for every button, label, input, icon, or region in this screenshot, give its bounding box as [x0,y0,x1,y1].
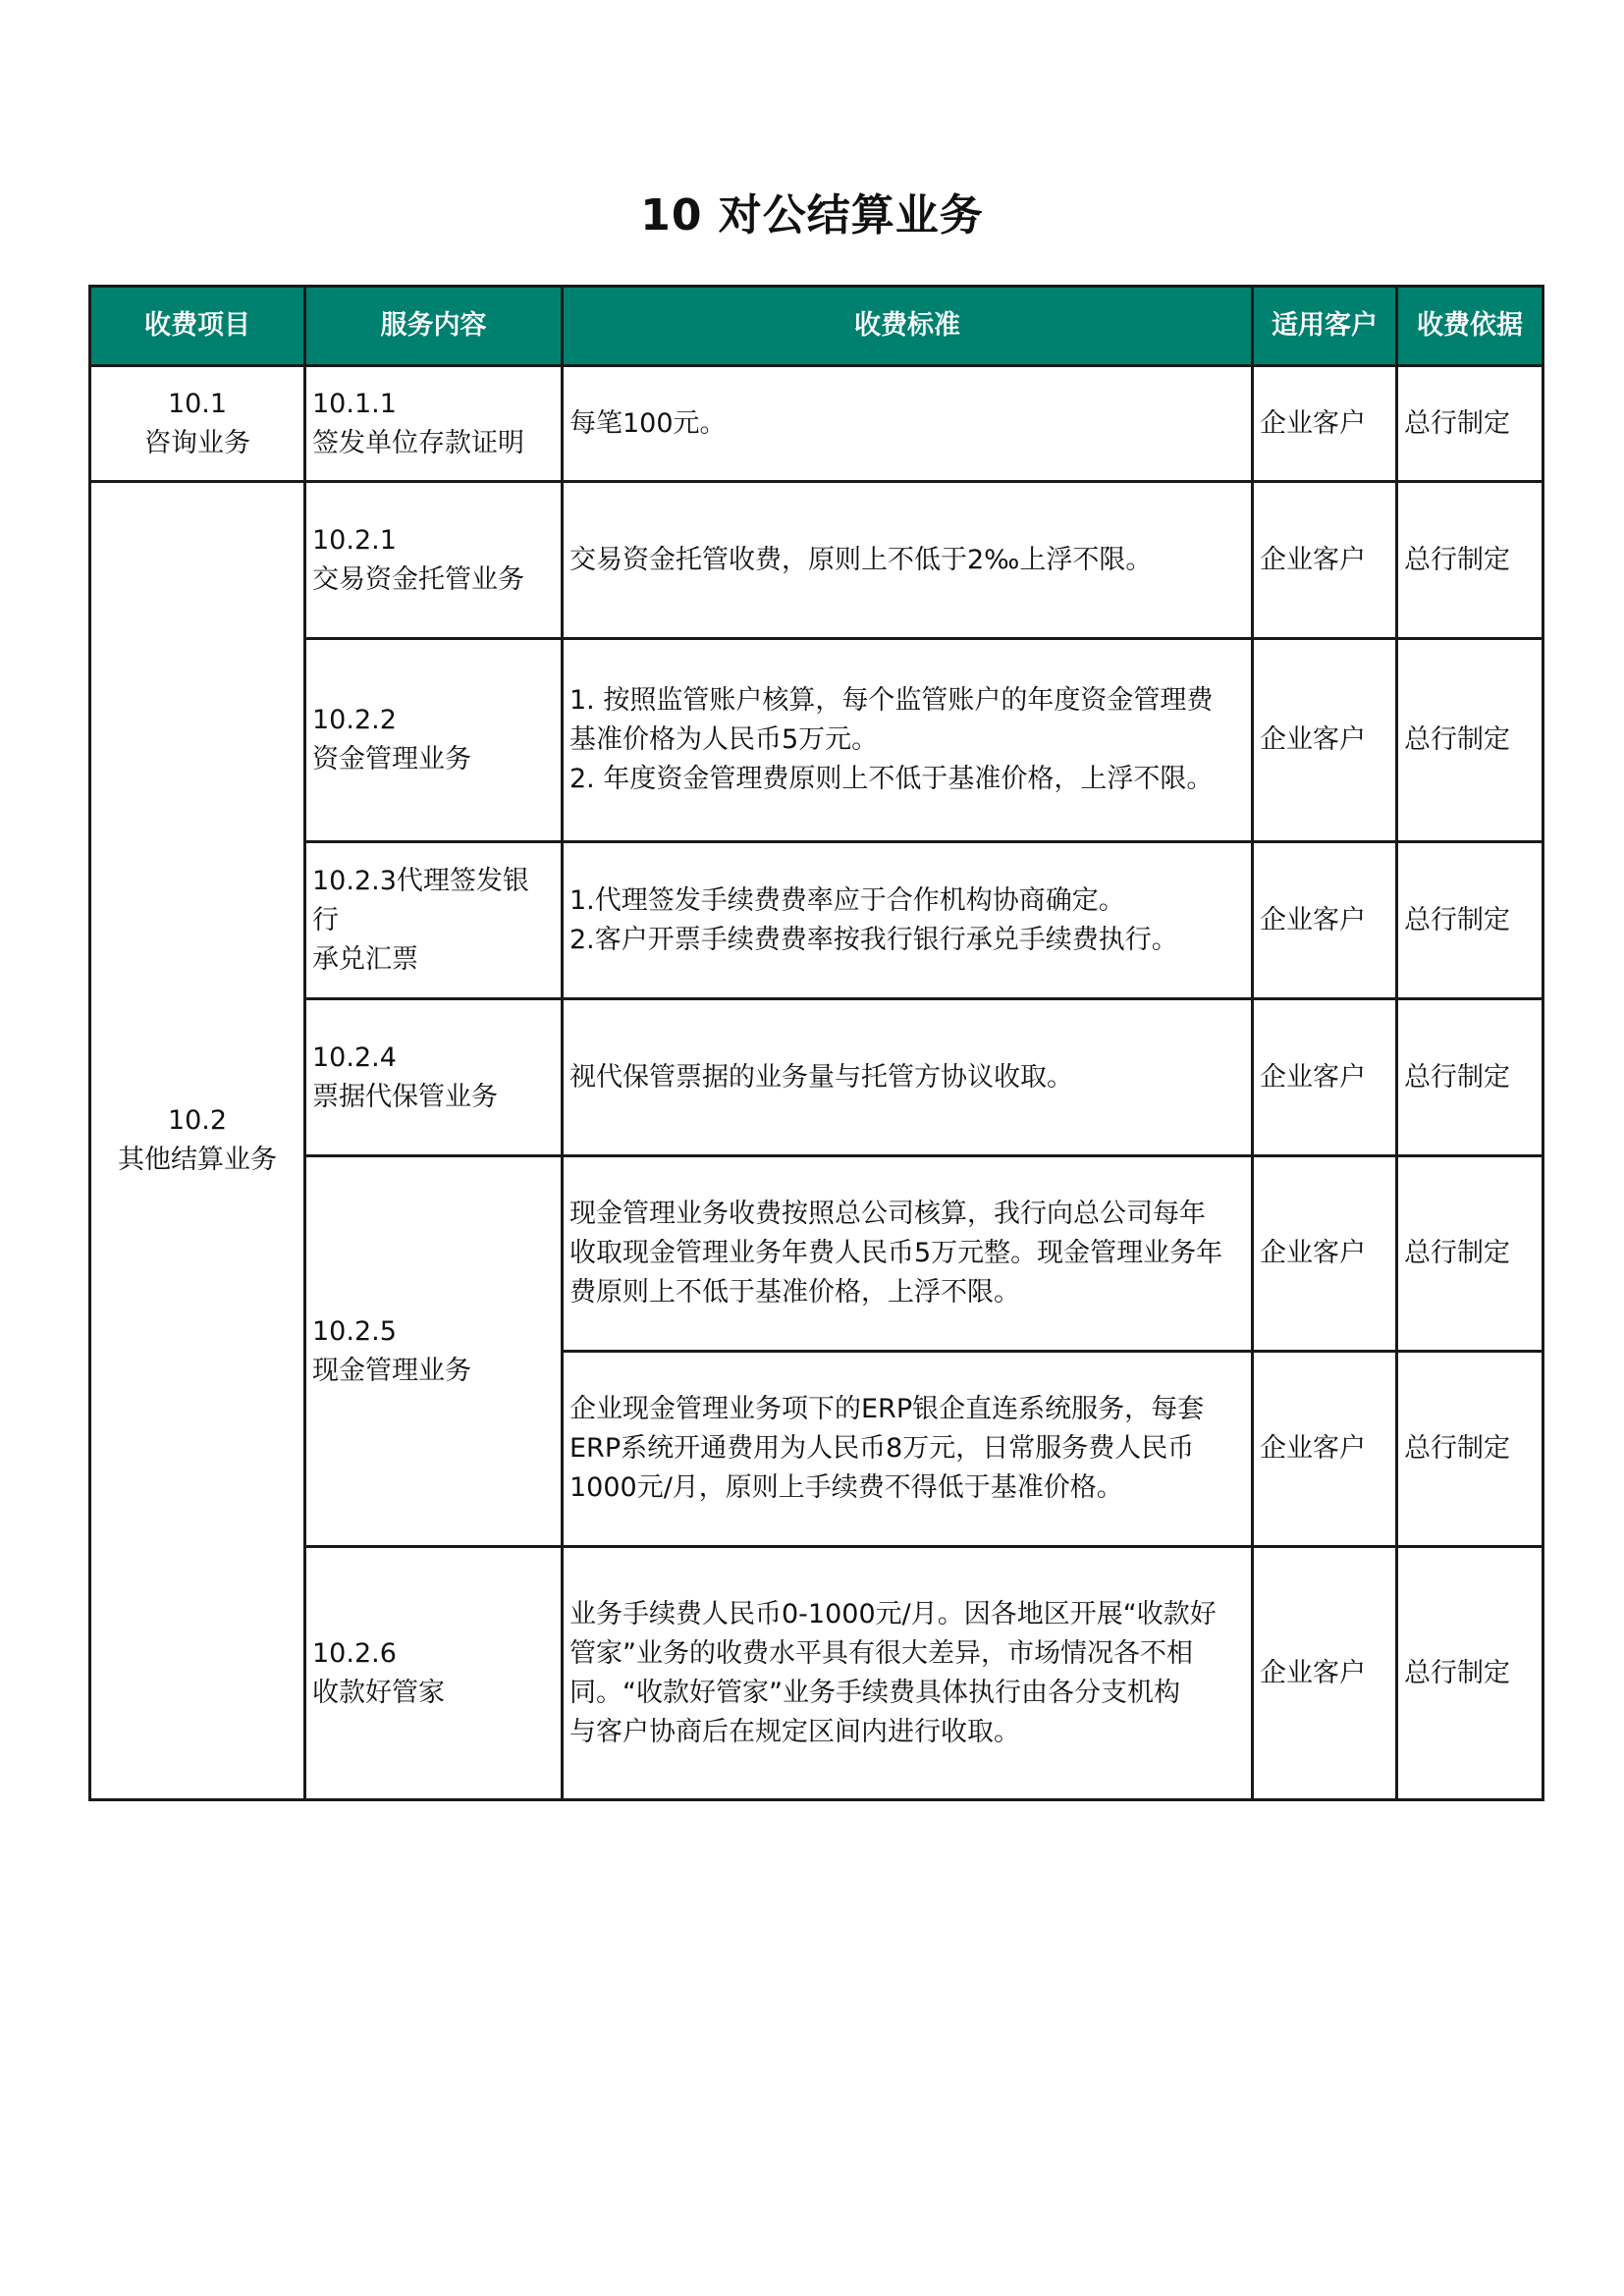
standard-line: 管家”业务的收费水平具有很大差异，市场情况各不相 [569,1637,1193,1669]
standard-line: 2. 年度资金管理费原则上不低于基准价格，上浮不限。 [569,764,1214,794]
customer-cell: 企业客户 [1253,639,1397,842]
group-name: 其他结算业务 [118,1145,277,1175]
customer-cell: 企业客户 [1253,1352,1397,1547]
service-name: 交易资金托管业务 [312,563,524,595]
customer-cell: 企业客户 [1253,366,1397,482]
service-code: 10.2.2 [312,705,397,735]
standard-line: 1000元/月，原则上手续费不得低于基准价格。 [569,1472,1123,1503]
service-cell [305,842,563,999]
standard-cell [563,639,1253,842]
group-code: 10.1 [167,388,228,419]
basis-cell: 总行制定 [1397,1156,1543,1352]
customer-cell: 企业客户 [1253,842,1397,999]
service-cell [305,366,563,482]
standard-cell [563,1156,1253,1352]
service-code: 10.1.1 [312,388,397,419]
service-code: 10.2.4 [312,1041,397,1073]
table-row [90,482,1543,639]
service-code: 10.2.5 [312,1315,397,1347]
customer-cell: 企业客户 [1253,999,1397,1156]
service-code: 10.2.1 [312,524,397,556]
service-code: 10.2.6 [312,1637,397,1669]
table-row [90,1156,1543,1352]
service-name: 收款好管家 [312,1677,445,1708]
column-header-item: 收费项目 [90,287,305,366]
table-row [90,999,1543,1156]
standard-cell [563,1352,1253,1547]
table-header-row [90,287,1543,366]
standard-line: 与客户协商后在规定区间内进行收取。 [569,1716,1020,1747]
table-row [90,639,1543,842]
standard-line: 交易资金托管收费，原则上不低于2‰上浮不限。 [569,544,1153,575]
standard-line: 2.客户开票手续费费率按我行银行承兑手续费执行。 [569,924,1178,955]
basis-cell: 总行制定 [1397,999,1543,1156]
standard-line: 同。“收款好管家”业务手续费具体执行由各分支机构 [569,1677,1180,1708]
table-row [90,1547,1543,1800]
standard-cell [563,482,1253,639]
standard-line: ERP系统开通费用为人民币8万元，日常服务费人民币 [569,1433,1195,1464]
basis-cell: 总行制定 [1397,639,1543,842]
service-line: 10.2.3代理签发银行 [312,865,529,935]
standard-line: 现金管理业务收费按照总公司核算，我行向总公司每年 [569,1199,1206,1229]
page-title: 10 对公结算业务 [640,190,984,240]
standard-line: 基准价格为人民币5万元。 [569,724,879,755]
service-line: 承兑汇票 [312,943,418,975]
group-name: 咨询业务 [144,427,250,458]
customer-cell: 企业客户 [1253,482,1397,639]
column-header-customer: 适用客户 [1253,287,1397,366]
basis-cell: 总行制定 [1397,482,1543,639]
basis-cell: 总行制定 [1397,366,1543,482]
customer-cell: 企业客户 [1253,1156,1397,1352]
service-cell [305,1547,563,1800]
standard-line: 收取现金管理业务年费人民币5万元整。现金管理业务年 [569,1238,1223,1268]
group-code: 10.2 [167,1105,228,1136]
group-cell [90,366,305,482]
basis-cell: 总行制定 [1397,1352,1543,1547]
fee-table [88,285,1544,1801]
standard-line: 视代保管票据的业务量与托管方协议收取。 [569,1061,1073,1093]
basis-cell: 总行制定 [1397,1547,1543,1800]
service-cell [305,999,563,1156]
column-header-standard: 收费标准 [563,287,1253,366]
standard-line: 业务手续费人民币0-1000元/月。因各地区开展“收款好 [569,1598,1217,1629]
standard-cell [563,366,1253,482]
customer-cell: 企业客户 [1253,1547,1397,1800]
service-cell [305,1156,563,1547]
service-cell [305,639,563,842]
standard-cell [563,999,1253,1156]
group-cell [90,482,305,1800]
standard-cell [563,842,1253,999]
table-row [90,842,1543,999]
service-name: 签发单位存款证明 [312,427,524,458]
basis-cell: 总行制定 [1397,842,1543,999]
service-name: 资金管理业务 [312,744,471,774]
service-name: 票据代保管业务 [312,1081,498,1112]
service-name: 现金管理业务 [312,1355,471,1386]
standard-line: 费原则上不低于基准价格，上浮不限。 [569,1277,1020,1308]
column-header-basis: 收费依据 [1397,287,1543,366]
standard-cell [563,1547,1253,1800]
standard-line: 1.代理签发手续费费率应于合作机构协商确定。 [569,884,1125,916]
column-header-content: 服务内容 [305,287,563,366]
service-cell [305,482,563,639]
standard-line: 企业现金管理业务项下的ERP银企直连系统服务，每套 [569,1394,1205,1424]
standard-line: 每笔100元。 [569,407,727,439]
table-row [90,366,1543,482]
standard-line: 1. 按照监管账户核算，每个监管账户的年度资金管理费 [569,685,1214,716]
